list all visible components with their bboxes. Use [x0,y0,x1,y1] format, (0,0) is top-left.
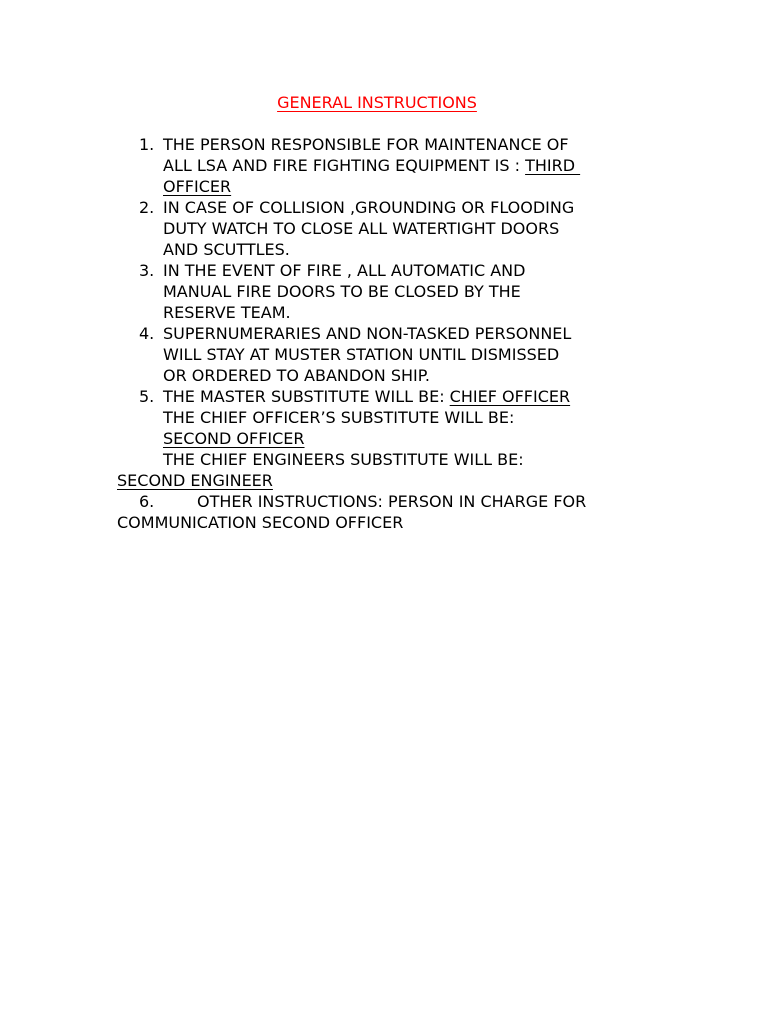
list-item-text: RESERVE TEAM. [163,303,291,322]
list-item-text: SUPERNUMERARIES AND NON-TASKED PERSONNEL [163,324,572,343]
list-item-text: OTHER INSTRUCTIONS: PERSON IN CHARGE FOR [197,492,587,511]
list-item-text: MANUAL FIRE DOORS TO BE CLOSED BY THE [163,282,521,301]
list-item-number: 3. [139,261,155,280]
list-item-text: COMMUNICATION SECOND OFFICER [117,513,404,532]
list-item-text: OR ORDERED TO ABANDON SHIP. [163,366,430,385]
list-item-text: IN CASE OF COLLISION ,GROUNDING OR FLOODING [163,198,575,217]
list-item-text: WILL STAY AT MUSTER STATION UNTIL DISMISSED [163,345,560,364]
underlined-text: THIRD [525,156,581,175]
list-item-text-segment: ALL LSA AND FIRE FIGHTING EQUIPMENT IS : [163,156,526,175]
list-item-number: 6. [139,492,155,511]
list-item-text: AND SCUTTLES. [163,240,290,259]
underlined-text: SECOND OFFICER [163,429,305,448]
list-item-text: THE PERSON RESPONSIBLE FOR MAINTENANCE OF [163,135,569,154]
list-item-text-segment: THE MASTER SUBSTITUTE WILL BE: [163,387,450,406]
document-title: GENERAL INSTRUCTIONS [277,93,477,112]
list-item-number: 2. [139,198,155,217]
list-item-number: 1. [139,135,155,154]
list-item-text [163,155,580,176]
underlined-text: CHIEF OFFICER [449,387,571,406]
list-item-number: 5. [139,387,155,406]
list-item-text: THE CHIEF ENGINEERS SUBSTITUTE WILL BE: [163,450,524,469]
list-item-text: DUTY WATCH TO CLOSE ALL WATERTIGHT DOORS [163,219,560,238]
underlined-text: SECOND ENGINEER [117,471,273,490]
underlined-text: OFFICER [163,177,232,196]
list-item-text: IN THE EVENT OF FIRE , ALL AUTOMATIC AND [163,261,526,280]
list-item-number: 4. [139,324,155,343]
list-item-text [163,386,570,407]
list-item-text: THE CHIEF OFFICER’S SUBSTITUTE WILL BE: [163,408,515,427]
